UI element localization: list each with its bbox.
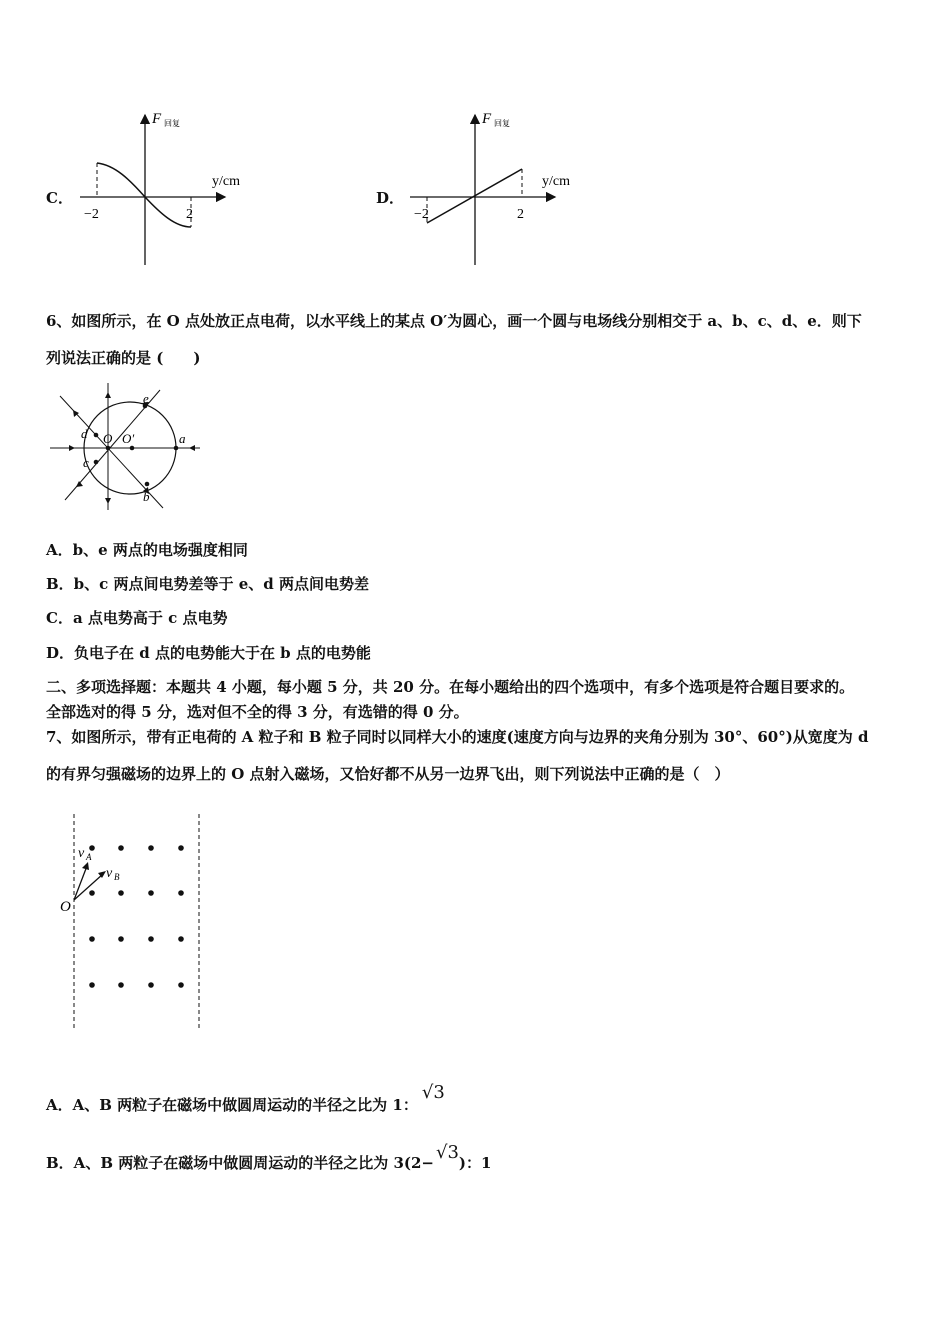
tick-pos: 2 [186,207,193,222]
sqrt3-radical: √3 [435,1142,459,1163]
q6-option-a: A．b、e 两点的电场强度相同 [46,541,248,559]
q7-stem-line1: 7、如图所示，带有正电荷的 A 粒子和 B 粒子同时以同样大小的速度(速度方向与边界的夹角分别为 30°、60°)从宽度为 d [46,728,869,746]
graph-c [70,105,250,275]
force-curve [97,163,191,227]
point-a [174,446,179,451]
f-axis-label: F [482,111,492,127]
x-axis-label: y/cm [212,174,240,189]
label-c: c [83,455,89,470]
label-o: O [103,431,113,446]
f-axis-label: F [152,111,162,127]
q6-stem-line1: 6、如图所示，在 O 点处放正点电荷，以水平线上的某点 O′为圆心，画一个圆与电场线分别相交于 a、b、c、d、e．则下 [46,312,862,330]
label-o: O [60,899,71,915]
label-va: v [78,846,85,861]
label-d: d [81,426,88,441]
option-d-label: D． [376,189,405,207]
point-d [94,433,99,438]
q6-field-figure [45,378,205,513]
q7-magnetic-field-figure [50,810,220,1035]
graph-d [400,105,580,275]
point-c [94,460,99,465]
label-a: a [179,431,186,446]
field-dots [89,845,184,988]
point-o [106,446,111,451]
point-o-prime [130,446,135,451]
q7-stem-line2: 的有界匀强磁场的边界上的 O 点射入磁场，又恰好都不从另一边界飞出，则下列说法中正确的是（ ） [46,765,730,783]
section2-heading-line1: 二、多项选择题：本题共 4 小题，每小题 5 分，共 20 分。在每小题给出的四个选项中，有多个选项是符合题目要求的。 [46,678,855,696]
velocity-a-head [82,862,89,870]
q6-option-b: B．b、c 两点间电势差等于 e、d 两点间电势差 [46,575,369,593]
x-axis-label: y/cm [542,174,570,189]
arrow-right [189,445,195,451]
tick-neg: −2 [414,207,429,222]
q6-stem-line2: 列说法正确的是 ( ) [46,349,201,367]
f-axis-sub: 回复 [494,119,510,128]
q7-option-b-tail: )：1 [458,1154,492,1172]
tick-neg: −2 [84,207,99,222]
section2-heading-line2: 全部选对的得 5 分，选对但不全的得 3 分，有选错的得 0 分。 [46,703,469,721]
option-c-label: C． [46,189,73,207]
q6-option-c: C．a 点电势高于 c 点电势 [46,609,228,627]
label-o-prime: O′ [122,431,135,446]
arrow-up [105,392,111,398]
q7-option-b-text: B．A、B 两粒子在磁场中做圆周运动的半径之比为 3(2− [46,1154,434,1172]
q7-option-b [46,1142,492,1173]
q7-option-a [46,1082,445,1115]
arrow-left [69,445,75,451]
label-va-sub: A [86,852,92,862]
q6-option-d: D．负电子在 d 点的电势能大于在 b 点的电势能 [46,644,371,662]
point-b [145,482,150,487]
label-b: b [143,489,150,504]
sqrt3-radical: √3 [421,1082,445,1103]
f-axis-sub: 回复 [164,119,180,128]
label-vb: v [106,866,113,881]
arrow-ll [76,481,83,487]
arrow-down [105,498,111,504]
q7-option-a-text: A．A、B 两粒子在磁场中做圆周运动的半径之比为 1： [46,1096,418,1114]
tick-pos: 2 [517,207,524,222]
label-e: e [143,391,149,406]
label-vb-sub: B [114,872,120,882]
